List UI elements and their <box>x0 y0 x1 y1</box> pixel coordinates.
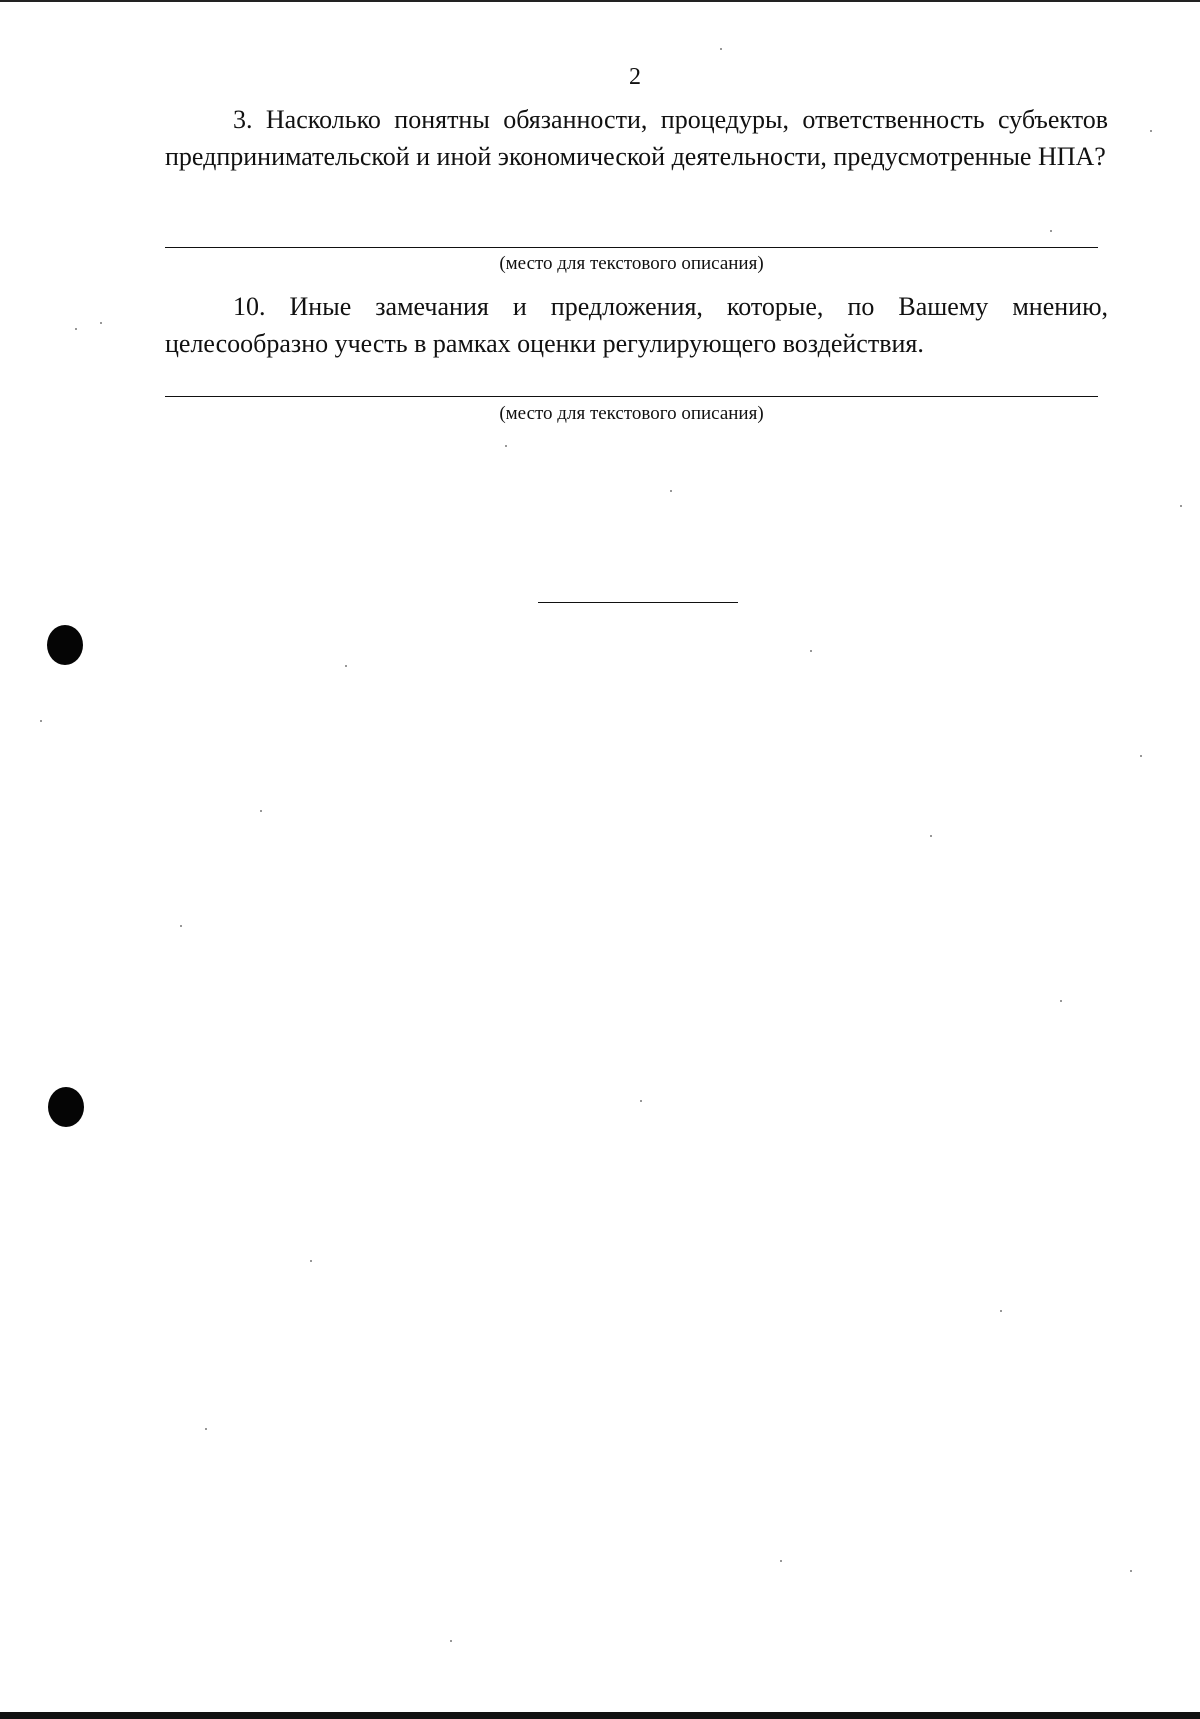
scan-speck <box>310 1260 312 1262</box>
answer-caption-question-10: (место для текстового описания) <box>499 403 764 424</box>
scan-speck <box>505 445 507 447</box>
scan-speck <box>205 1428 207 1430</box>
punch-hole-upper <box>47 625 83 665</box>
scan-speck <box>810 650 812 652</box>
answer-line-question-10 <box>165 396 1098 397</box>
scan-speck <box>1050 230 1052 232</box>
scan-speck <box>780 1560 782 1562</box>
scan-edge-bottom <box>0 1712 1200 1719</box>
scan-speck <box>1180 505 1182 507</box>
scan-speck <box>345 665 347 667</box>
scan-speck <box>640 1100 642 1102</box>
scan-speck <box>1150 130 1152 132</box>
scan-speck <box>670 490 672 492</box>
answer-line-question-3 <box>165 247 1098 248</box>
answer-caption-question-3: (место для текстового описания) <box>499 253 764 274</box>
question-10-text: 10. Иные замечания и предложения, которые, по Вашему мнению, целесообразно учесть в рамках оценки регулирующего воздействия. <box>165 292 1108 358</box>
scan-speck <box>40 720 42 722</box>
scan-speck <box>1060 1000 1062 1002</box>
page-number: 2 <box>629 64 641 90</box>
scan-speck <box>450 1640 452 1642</box>
scan-speck <box>1000 1310 1002 1312</box>
document-end-rule <box>538 602 738 603</box>
scan-speck <box>75 328 77 330</box>
scan-speck <box>260 810 262 812</box>
scan-speck <box>1140 755 1142 757</box>
scan-speck <box>1130 1570 1132 1572</box>
scan-speck <box>930 835 932 837</box>
question-3-text: 3. Насколько понятны обязанности, процедуры, ответственность субъектов предпринимательской и иной экономической деятельности, предусмотренные НПА? <box>165 105 1108 171</box>
scan-edge-top <box>0 0 1200 2</box>
scan-speck <box>720 48 722 50</box>
scan-speck <box>100 322 102 324</box>
punch-hole-lower <box>48 1087 84 1127</box>
scan-speck <box>180 925 182 927</box>
